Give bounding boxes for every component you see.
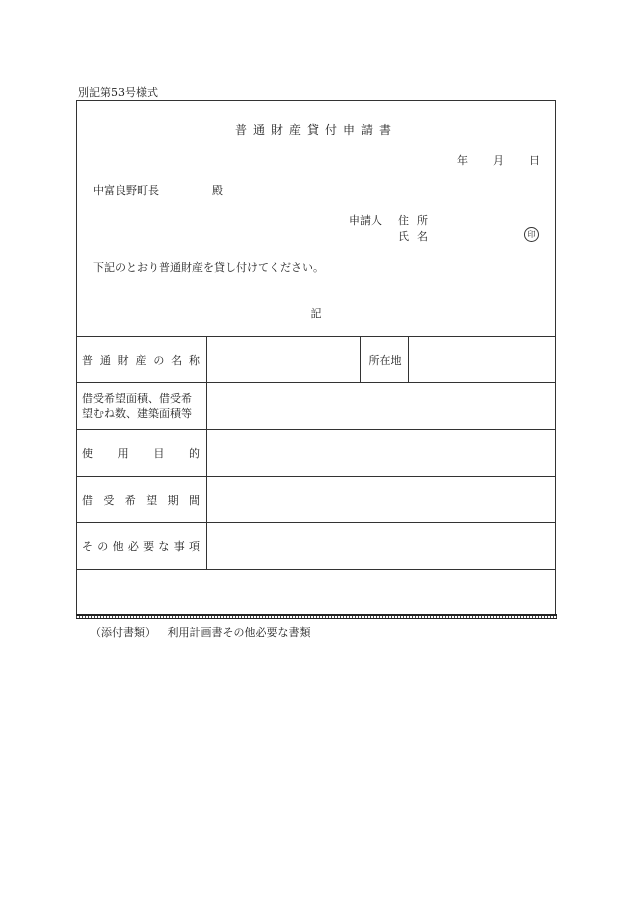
date-day-label: 日 (529, 154, 540, 167)
date-year-label: 年 (457, 154, 468, 167)
request-text: 下記のとおり普通財産を貸し付けてください。 (93, 261, 324, 274)
applicant-label: 申請人 (349, 214, 382, 227)
period-label: 借受希望期間 (82, 493, 200, 507)
property-name-label: 普通財産の名称 (82, 353, 200, 367)
name-label: 氏名 (398, 230, 436, 243)
form-bottom-border (76, 614, 557, 619)
attachments-note: （添付書類） 利用計画書その他必要な書類 (90, 626, 311, 639)
form-title: 普通財産貸付申請書 (234, 123, 397, 137)
location-column-rule (408, 336, 409, 382)
ki-heading: 記 (310, 307, 322, 320)
address-label: 住所 (398, 214, 436, 227)
other-matters-label: その他必要な事項 (82, 540, 200, 553)
location-label: 所在地 (368, 353, 402, 367)
honorific: 殿 (212, 184, 223, 197)
location-column-rule (360, 336, 361, 382)
seal-mark: 印 (524, 227, 539, 242)
date-month-label: 月 (493, 154, 504, 167)
area-label: 借受希望面積、借受希 望むね数、建築面積等 (82, 392, 192, 420)
table-row-rule (76, 569, 556, 570)
purpose-label: 使用目的 (82, 447, 200, 460)
form-number: 別記第53号様式 (78, 86, 158, 99)
table-label-column-rule (206, 336, 207, 569)
addressee: 中富良野町長 (93, 184, 159, 197)
